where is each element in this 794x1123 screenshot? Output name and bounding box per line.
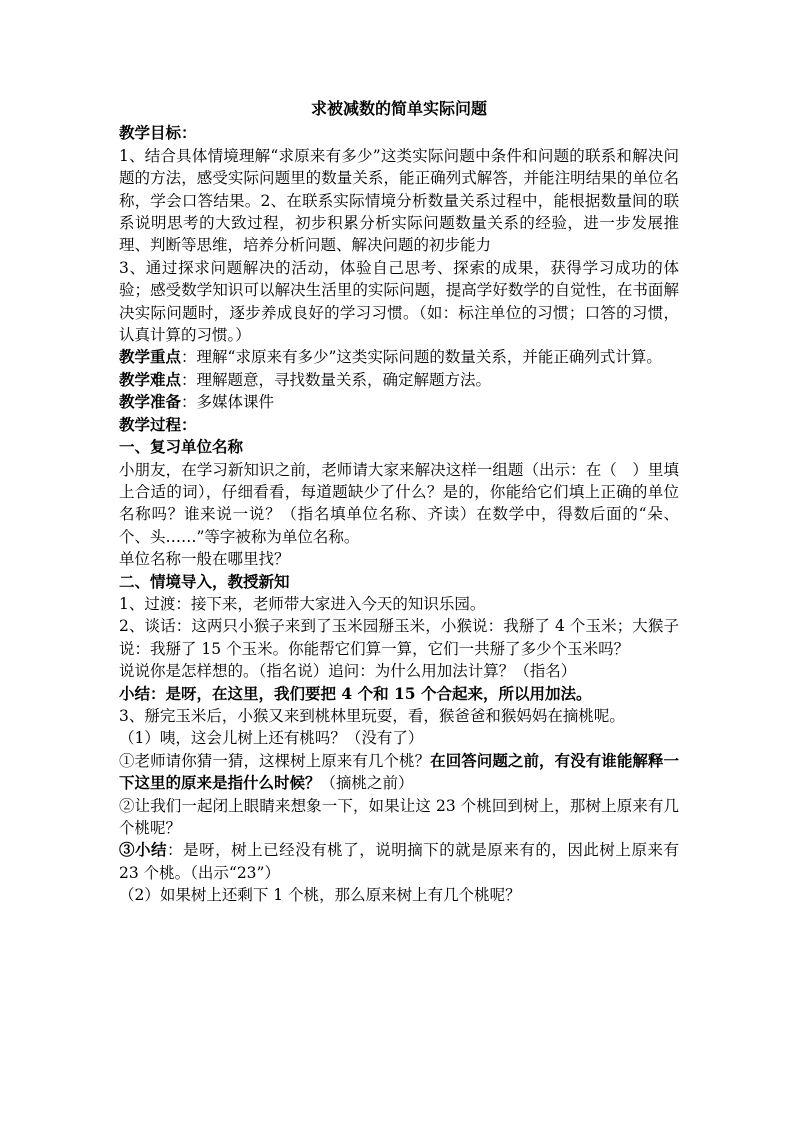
section-2-heading: 二、情境导入，教授新知 [119,571,290,591]
section-2-circle-3 [119,839,679,884]
difficulty-text: ：理解题意，寻找数量关系，确定解题方法。 [181,370,492,389]
section-2-paragraph-2: 2、谈话：这两只小猴子来到了玉米园掰玉米，小猴说：我掰了 4 个玉米；大猴子说：我掰了 15 个玉米。你能帮它们算一算，它们一共掰了多少个玉米吗？ [119,617,679,658]
document-title: 求被减数的简单实际问题 [310,99,487,118]
difficulty-label: 教学难点 [119,369,182,389]
key-label: 教学重点 [119,347,182,367]
circle-3-label: ③小结 [119,840,168,860]
key-text: ：理解“求原来有多少”这类实际问题的数量关系，并能正确列式计算。 [181,348,662,367]
section-2-circle-2: ②让我们一起闭上眼睛来想象一下，如果让这 23 个桃回到树上，那树上原来有几个桃呢？ [119,796,679,837]
circle-1-part-b: 在回答问题之前，有没有谁能解释一下这里的原来是指什么时候？ [119,750,679,793]
prep-label: 教学准备 [119,392,182,412]
prep-text: ：多媒体课件 [181,393,275,412]
section-2-paragraph-3: 说说你是怎样想的。（指名说）追问：为什么用加法计算？（指名） [119,662,577,681]
section-1-paragraph-2: 单位名称一般在哪里找？ [119,550,290,569]
document-page [119,98,679,907]
goal-3: 3、通过探求问题解决的活动，体验自己思考、探索的成果，获得学习成功的体验；感受数学知识可以解决生活里的实际问题，提高学好数学的自觉性，在书面解决实际问题时，逐步养成良好的学习习惯。（如：标注单位的习惯；口答的习惯，认真计算的习惯。） [119,258,679,345]
section-2-circle-1 [119,750,679,795]
circle-1-part-a: ①老师请你猜一猜，这棵树上原来有几个桃？ [119,751,431,770]
section-1-heading: 一、复习单位名称 [119,437,244,457]
circle-1-part-c: （摘桃之前） [320,774,414,793]
section-2-paragraph-1: 1、过渡：接下来，老师带大家进入今天的知识乐园。 [119,594,486,613]
goals-heading: 教学目标： [119,123,197,143]
section-2-question-1: （1）咦，这会儿树上还有桃吗？（没有了） [119,729,424,748]
section-2-paragraph-4: 3、掰完玉米后，小猴又来到桃林里玩耍，看，猴爸爸和猴妈妈在摘桃呢。 [119,706,625,725]
difficulty [119,369,679,391]
section-2-summary: 小结：是呀，在这里，我们要把 4 个和 15 个合起来，所以用加法。 [119,683,592,703]
circle-3-text: ：是呀，树上已经没有桃了，说明摘下的就是原来有的，因此树上原来有 23 个桃。（出示“23”） [119,841,679,882]
preparation [119,391,679,413]
key-point [119,346,679,368]
section-2-question-2: （2）如果树上还剩下 1 个桃，那么原来树上有几个桃呢？ [119,886,521,905]
section-1-paragraph-1: 小朋友，在学习新知识之前，老师请大家来解决这样一组题（出示：在（ ）里填上合适的词），仔细看看，每道题缺少了什么？是的，你能给它们填上正确的单位名称吗？谁来说一说？（指名填单位名称、齐读）在数学中，得数后面的“朵、个、头……”等字被称为单位名称。 [119,460,679,546]
process-heading: 教学过程： [119,414,197,434]
goal-1: 1、结合具体情境理解“求原来有多少”这类实际问题中条件和问题的联系和解决问题的方法，感受实际问题里的数量关系，能正确列式解答，并能注明结果的单位名称，学会口答结果。2、在联系实际情境分析数量关系过程中，能根据数量间的联系说明思考的大致过程，初步积累分析实际问题数量关系的经验，进一步发展推理、判断等思维，培养分析问题、解决问题的初步能力 [119,146,679,255]
